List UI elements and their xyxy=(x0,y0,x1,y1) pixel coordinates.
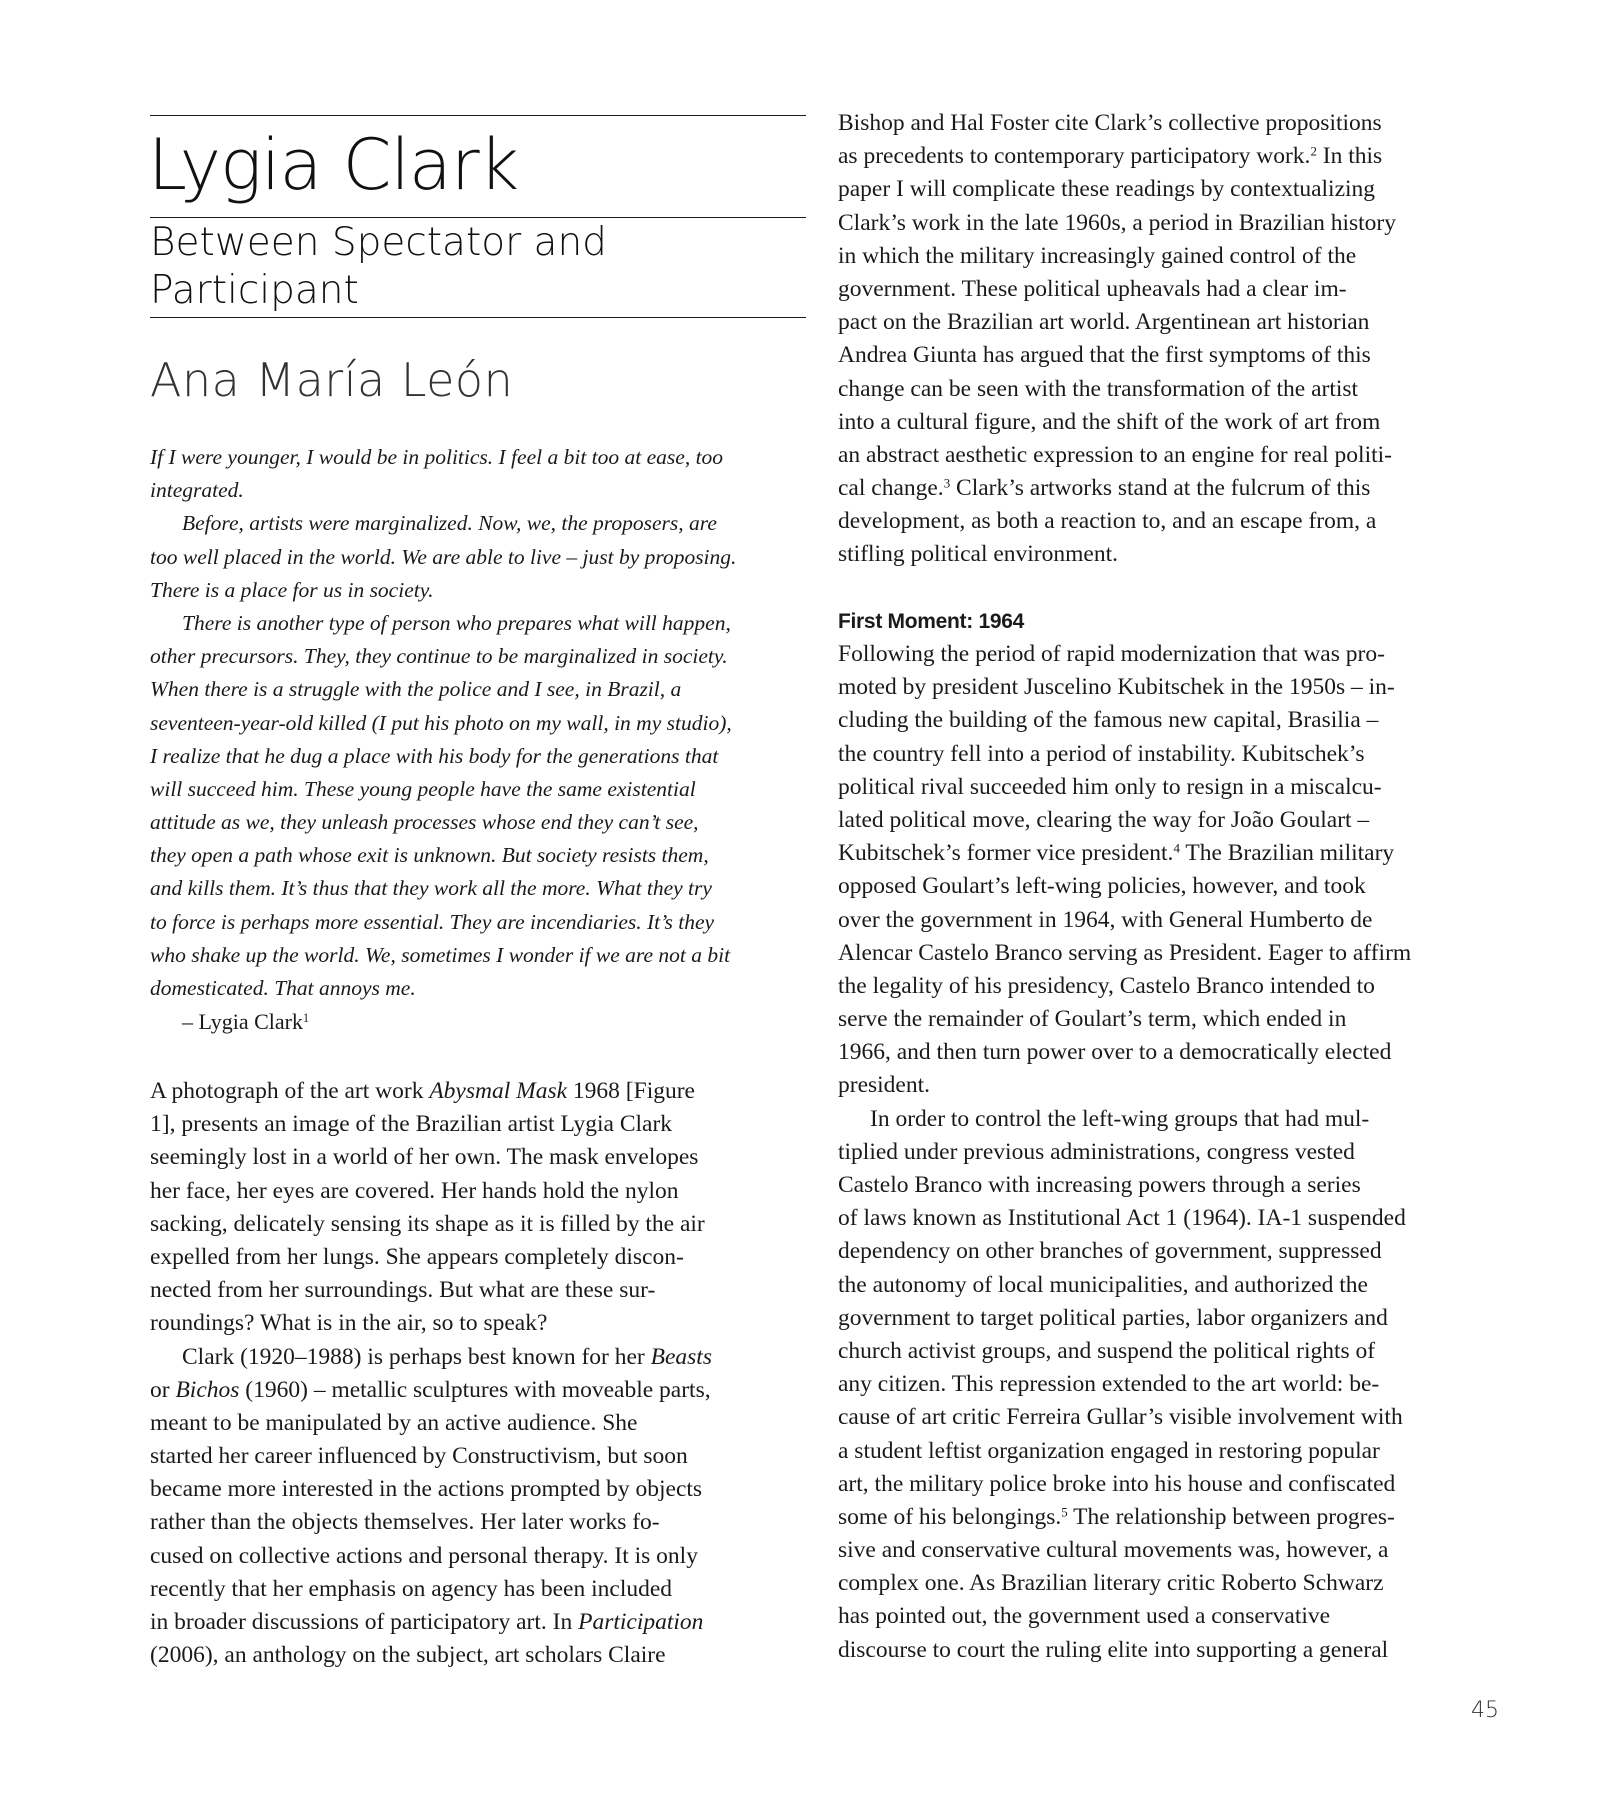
body-line: rather than the objects themselves. Her later works fo- xyxy=(150,1509,660,1536)
epigraph-line: There is a place for us in society. xyxy=(150,577,434,602)
epigraph-line: Before, artists were marginalized. Now, we, the proposers, are xyxy=(182,511,717,536)
epigraph-line: If I were younger, I would be in politics. I feel a bit too at ease, too xyxy=(150,445,724,469)
body-line: A photograph of the art work Abysmal Mask 1968 [Figure xyxy=(150,1078,695,1104)
body-line: development, as both a reaction to, and an escape from, a xyxy=(838,508,1377,535)
body-line: sacking, delicately sensing its shape as it is filled by the air xyxy=(150,1210,705,1237)
epigraph-line: will succeed him. These young people have the same existential xyxy=(150,776,696,801)
body-line: of laws known as Institutional Act 1 (1964). IA-1 suspended xyxy=(838,1205,1406,1232)
epigraph-line: seventeen-year-old killed (I put his photo on my wall, in my studio), xyxy=(150,710,732,735)
body-line: roundings? What is in the air, so to speak? xyxy=(150,1310,548,1337)
body-line: Clark (1920–1988) is perhaps best known for her Beasts xyxy=(182,1343,712,1370)
body-line: discourse to court the ruling elite into supporting a general xyxy=(838,1636,1389,1663)
body-line: the autonomy of local municipalities, and authorized the xyxy=(838,1271,1368,1298)
body-line: started her career influenced by Constructivism, but soon xyxy=(150,1443,688,1470)
body-line: became more interested in the actions prompted by objects xyxy=(150,1476,703,1503)
body-line: stifling political environment. xyxy=(838,541,1118,568)
body-line: her face, her eyes are covered. Her hands hold the nylon xyxy=(150,1177,679,1204)
body-line: paper I will complicate these readings by contextualizing xyxy=(838,176,1376,203)
body-line: Clark’s work in the late 1960s, a period in Brazilian history xyxy=(838,209,1397,236)
italic-title: Abysmal Mask xyxy=(429,1078,568,1104)
italic-title: Bichos xyxy=(175,1376,240,1403)
body-line: nected from her surroundings. But what are these sur- xyxy=(150,1277,656,1304)
body-line: or Bichos (1960) – metallic sculptures with moveable parts, xyxy=(150,1376,711,1403)
epigraph-line: When there is a struggle with the police and I see, in Brazil, a xyxy=(150,677,682,702)
paragraph-gap xyxy=(838,572,1503,605)
body-line: cal change.$^3$ Clark’s artworks stand at the fulcrum of this xyxy=(838,475,1371,502)
epigraph-attribution xyxy=(150,1005,810,1038)
body-line: Bishop and Hal Foster cite Clark’s collective propositions xyxy=(838,110,1382,136)
body-line: cluding the building of the famous new capital, Brasilia – xyxy=(838,707,1379,734)
body-line: government to target political parties, labor organizers and xyxy=(838,1304,1388,1331)
body-line: some of his belongings.$^5$ The relationship between progres- xyxy=(838,1503,1395,1530)
body-line: complex one. As Brazilian literary critic Roberto Schwarz xyxy=(838,1570,1384,1597)
body-line: Andrea Giunta has argued that the first symptoms of this xyxy=(838,342,1371,369)
italic-title: Beasts xyxy=(650,1343,712,1370)
subtitle-bottom-rule xyxy=(150,317,806,318)
body-line: sive and conservative cultural movements was, however, a xyxy=(838,1537,1389,1564)
body-line: Castelo Branco with increasing powers through a series xyxy=(838,1172,1361,1198)
epigraph-line: There is another type of person who prepares what will happen, xyxy=(182,610,731,635)
body-line: opposed Goulart’s left-wing policies, however, and took xyxy=(838,873,1366,900)
body-line: a student leftist organization engaged in restoring popular xyxy=(838,1437,1380,1464)
attribution-text: – Lygia Clark xyxy=(182,1009,303,1035)
epigraph-line: they open a path whose exit is unknown. But society resists them, xyxy=(150,843,709,868)
footnote-marker: 4 xyxy=(1173,840,1180,856)
footnote-marker: 1 xyxy=(302,1010,310,1025)
body-line: as precedents to contemporary participatory work.$^2$ In this xyxy=(838,143,1383,170)
footnote-marker: 3 xyxy=(943,475,951,491)
article-title: Lygia Clark xyxy=(148,124,519,206)
body-line: art, the military police broke into his house and confiscated xyxy=(838,1470,1396,1497)
epigraph-line: and kills them. It’s thus that they work all the more. What they try xyxy=(150,876,712,901)
left-column-body xyxy=(150,1075,810,1672)
body-line: government. These political upheavals had a clear im- xyxy=(838,275,1347,302)
body-line: has pointed out, the government used a conservative xyxy=(838,1603,1331,1630)
epigraph-line: who shake up the world. We, sometimes I wonder if we are not a bit xyxy=(150,942,731,967)
author-name: Ana María León xyxy=(150,353,514,407)
body-line: political rival succeeded him only to resign in a miscalcu- xyxy=(838,773,1382,800)
body-line: change can be seen with the transformation of the artist xyxy=(838,375,1359,402)
body-line: 1966, and then turn power over to a democratically elected xyxy=(838,1039,1392,1066)
body-line: president. xyxy=(838,1072,931,1099)
epigraph-line: other precursors. They, they continue to be marginalized in society. xyxy=(150,644,728,669)
body-line: any citizen. This repression extended to the art world: be- xyxy=(838,1371,1380,1398)
footnote-marker: 5 xyxy=(1061,1504,1068,1520)
body-line: tiplied under previous administrations, congress vested xyxy=(838,1138,1355,1165)
body-line: cused on collective actions and personal therapy. It is only xyxy=(150,1542,698,1569)
body-line: cause of art critic Ferreira Gullar’s visible involvement with xyxy=(838,1404,1403,1431)
body-line: meant to be manipulated by an active audience. She xyxy=(150,1409,638,1436)
body-line: seemingly lost in a world of her own. The mask envelopes xyxy=(150,1144,699,1171)
body-line: the legality of his presidency, Castelo Branco intended to xyxy=(838,972,1375,999)
title-top-rule xyxy=(150,115,806,116)
body-line: Following the period of rapid modernization that was pro- xyxy=(838,641,1385,667)
footnote-marker: 2 xyxy=(1310,143,1317,159)
body-line: lated political move, clearing the way for João Goulart – xyxy=(838,806,1370,833)
body-line: recently that her emphasis on agency has been included xyxy=(150,1575,673,1602)
body-line: pact on the Brazilian art world. Argentinean art historian xyxy=(838,309,1370,336)
epigraph-line: attitude as we, they unleash processes whose end they can’t see, xyxy=(150,810,699,835)
body-line: expelled from her lungs. She appears completely discon- xyxy=(150,1243,684,1270)
body-line: serve the remainder of Goulart’s term, which ended in xyxy=(838,1006,1347,1033)
epigraph xyxy=(150,441,810,1038)
subtitle-line: Between Spectator and xyxy=(150,220,607,265)
body-line: dependency on other branches of government, suppressed xyxy=(838,1238,1382,1265)
body-line: the country fell into a period of instability. Kubitschek’s xyxy=(838,740,1365,767)
body-line: an abstract aesthetic expression to an engine for real politi- xyxy=(838,441,1392,468)
epigraph-line: to force is perhaps more essential. They are incendiaries. It’s they xyxy=(150,909,715,934)
body-line: moted by president Juscelino Kubitschek in the 1950s – in- xyxy=(838,674,1395,701)
body-line: (2006), an anthology on the subject, art scholars Claire xyxy=(150,1642,666,1669)
section-heading: First Moment: 1964 xyxy=(838,609,1024,633)
body-line: into a cultural figure, and the shift of the work of art from xyxy=(838,408,1381,435)
body-line: in broader discussions of participatory art. In Participation xyxy=(150,1609,704,1635)
body-line: in which the military increasingly gained control of the xyxy=(838,242,1357,269)
epigraph-line: I realize that he dug a place with his body for the generations that xyxy=(150,743,719,768)
body-line: In order to control the left-wing groups that had mul- xyxy=(870,1105,1370,1132)
right-column-body xyxy=(838,107,1503,1667)
title-bottom-rule xyxy=(150,217,806,218)
italic-title: Participation xyxy=(578,1609,704,1635)
body-line: Alencar Castelo Branco serving as President. Eager to affirm xyxy=(838,939,1412,966)
body-line: over the government in 1964, with General Humberto de xyxy=(838,906,1373,933)
body-line: Kubitschek’s former vice president.$^4$ The Brazilian military xyxy=(838,840,1395,867)
subtitle-line: Participant xyxy=(150,268,359,313)
body-line: 1], presents an image of the Brazilian artist Lygia Clark xyxy=(150,1111,673,1138)
body-line: church activist groups, and suspend the political rights of xyxy=(838,1337,1376,1364)
epigraph-line: integrated. xyxy=(150,478,244,503)
epigraph-line: too well placed in the world. We are able to live – just by proposing. xyxy=(150,544,737,569)
page-number: 45 xyxy=(1471,1698,1499,1723)
article-subtitle xyxy=(150,219,607,315)
epigraph-line: domesticated. That annoys me. xyxy=(150,976,416,1000)
